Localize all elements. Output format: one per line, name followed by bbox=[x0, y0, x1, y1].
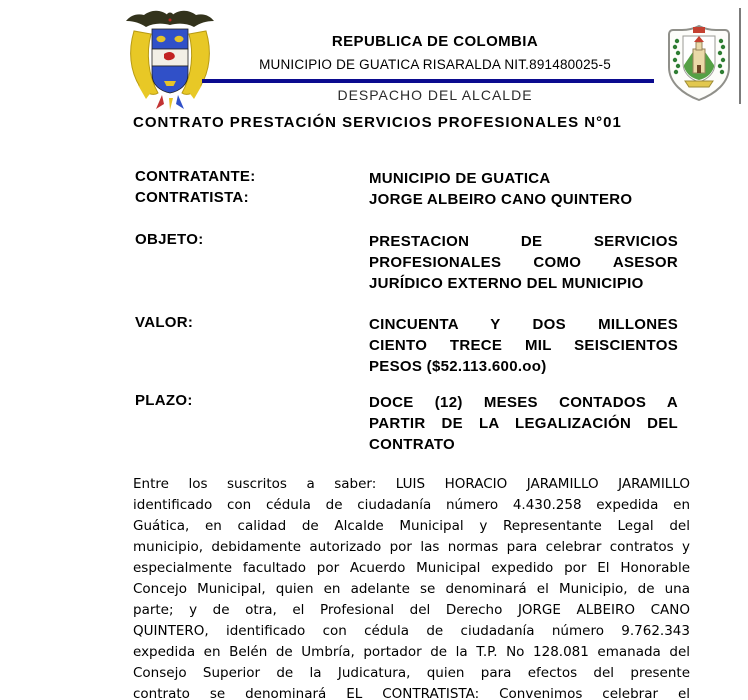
body-line: identificado con cédula de ciudadanía número 4.430.258 expedida en bbox=[133, 497, 690, 513]
body-line: Concejo Municipal, quien en adelante se denominará el Municipio, de una bbox=[133, 581, 690, 597]
republic-line: REPUBLICA DE COLOMBIA bbox=[331, 33, 539, 50]
body-line: parte; y de otra, el Profesional del Derecho JORGE ALBEIRO CANO bbox=[133, 602, 690, 618]
colombia-coat-of-arms-icon bbox=[124, 7, 216, 113]
value-line: CINCUENTA Y DOS MILLONES bbox=[369, 316, 678, 333]
field-label: CONTRATISTA: bbox=[135, 189, 249, 206]
body-line: municipio, debidamente autorizado por las normas para celebrar contratos y bbox=[133, 539, 690, 555]
body-line: Entre los suscritos a saber: LUIS HORACIO JARAMILLO JARAMILLO bbox=[133, 476, 690, 492]
guatica-shield-icon bbox=[660, 23, 738, 105]
municipality-line: MUNICIPIO DE GUATICA RISARALDA NIT.891480025-5 bbox=[259, 57, 611, 72]
value-line: PROFESIONALES COMO ASESOR bbox=[369, 254, 678, 271]
value-line: PRESTACION DE SERVICIOS bbox=[369, 233, 678, 250]
header-right-border bbox=[739, 8, 741, 104]
field-label: OBJETO: bbox=[135, 231, 204, 248]
value-line: JURÍDICO EXTERNO DEL MUNICIPIO bbox=[369, 275, 644, 292]
page-title: CONTRATO PRESTACIÓN SERVICIOS PROFESIONALES N°01 bbox=[133, 114, 622, 131]
field-value bbox=[369, 231, 678, 294]
field-label: PLAZO: bbox=[135, 392, 193, 409]
value-line: PARTIR DE LA LEGALIZACIÓN DEL bbox=[369, 415, 678, 432]
body-line: Guática, en calidad de Alcalde Municipal y Representante Legal del bbox=[133, 518, 690, 534]
body-line: QUINTERO, identificado con cédula de ciudadanía número 9.762.343 bbox=[133, 623, 690, 639]
office-line: DESPACHO DEL ALCALDE bbox=[337, 87, 533, 103]
body-line: contrato se denominará EL CONTRATISTA: Convenimos celebrar el bbox=[133, 686, 690, 700]
body-line: Consejo Superior de la Judicatura, quien para efectos del presente bbox=[133, 665, 690, 681]
field-label: VALOR: bbox=[135, 314, 194, 331]
value-line: DOCE (12) MESES CONTADOS A bbox=[369, 394, 678, 411]
field-value: MUNICIPIO DE GUATICA bbox=[369, 170, 551, 187]
field-value bbox=[369, 392, 678, 455]
header-divider bbox=[202, 79, 654, 83]
value-line: CIENTO TRECE MIL SEISCIENTOS bbox=[369, 337, 678, 354]
field-label: CONTRATANTE: bbox=[135, 168, 256, 185]
field-value: JORGE ALBEIRO CANO QUINTERO bbox=[369, 191, 633, 208]
value-line: PESOS ($52.113.600.oo) bbox=[369, 358, 547, 375]
value-line: CONTRATO bbox=[369, 436, 456, 453]
header-text-block bbox=[212, 33, 658, 72]
body-line: expedida en Belén de Umbría, portador de la T.P. No 128.081 emanada del bbox=[133, 644, 690, 660]
contract-body bbox=[133, 474, 690, 700]
body-line: especialmente facultado por Acuerdo Municipal expedido por El Honorable bbox=[133, 560, 690, 576]
field-value bbox=[369, 314, 678, 377]
